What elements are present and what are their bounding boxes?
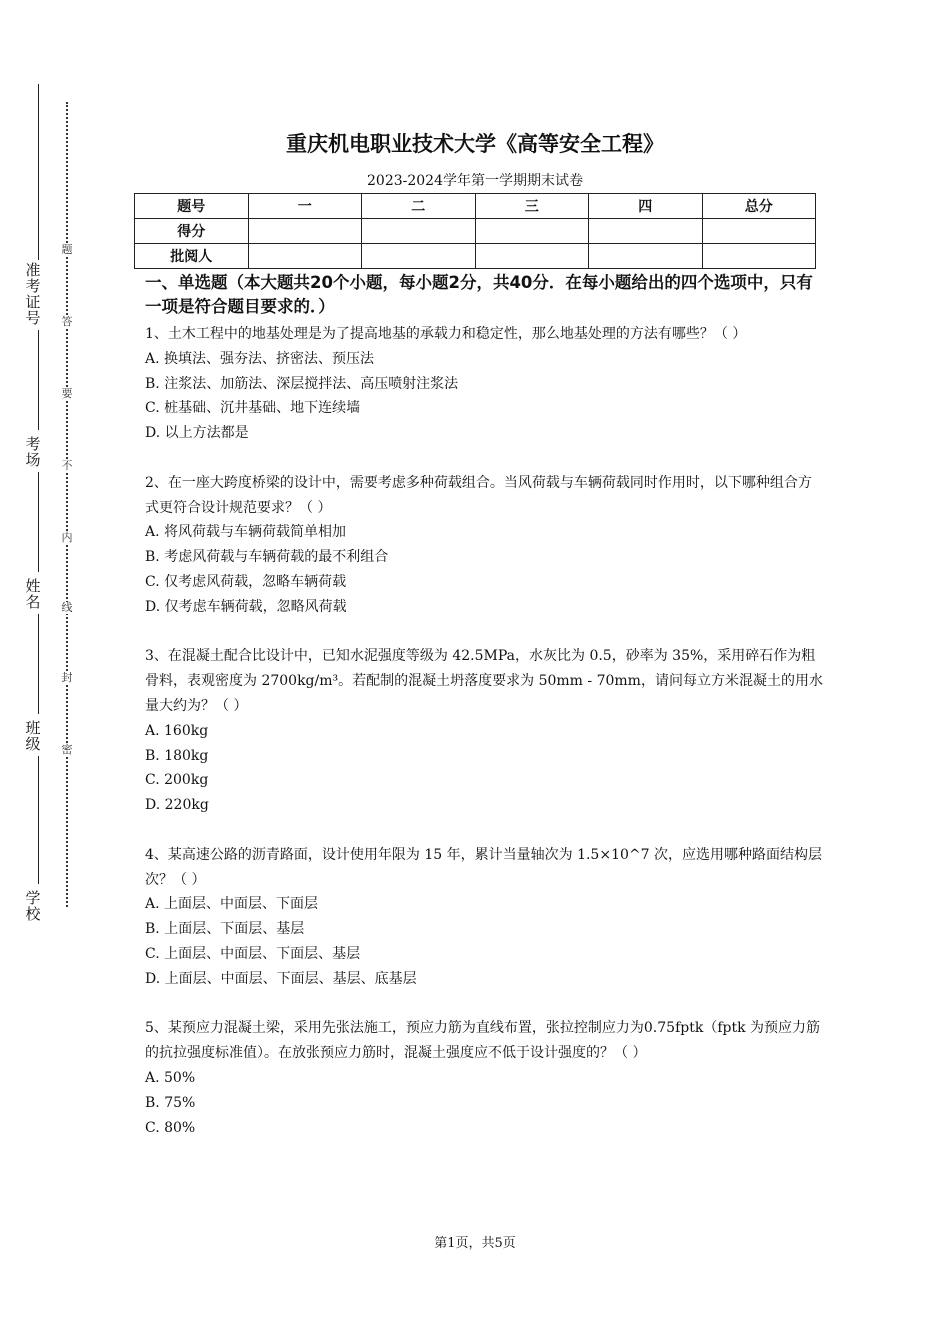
seal-char: 题 [59,244,75,256]
score-table-header [135,194,816,219]
option-b[interactable]: B. 上面层、下面层、基层 [145,921,305,938]
option-d[interactable]: D. 以上方法都是 [145,425,249,442]
field-exam-room: 考 场 [25,435,41,469]
seal-line [66,102,68,907]
question-3 [145,644,825,818]
margin-line [38,614,39,714]
option-d[interactable]: D. 220kg [145,797,209,814]
reviewer-cell[interactable] [248,244,362,269]
option-a[interactable]: A. 160kg [145,722,209,739]
question-stem: 1、土木工程中的地基处理是为了提高地基的承载力和稳定性，那么地基处理的方法有哪些？（ ） [145,326,747,342]
table-header-cell: 总分 [702,194,816,219]
score-cell[interactable] [475,219,589,244]
reviewer-cell[interactable] [589,244,703,269]
option-a[interactable]: A. 将风荷载与车辆荷载简单相加 [145,524,347,541]
margin-line [38,756,39,884]
seal-char: 不 [59,460,75,472]
margin-line [38,330,39,430]
spacer [145,992,825,1017]
option-c[interactable]: C. 200kg [145,772,209,789]
question-5 [145,1016,825,1140]
seal-char: 密 [59,744,75,756]
field-exam-id: 准 考 证 号 [25,261,41,327]
seal-char: 内 [59,532,75,544]
option-b[interactable]: B. 考虑风荷载与车辆荷载的最不利组合 [145,549,389,566]
score-table [134,193,816,269]
table-row [135,244,816,269]
margin-line [38,472,39,572]
row-label-reviewer: 批阅人 [135,244,249,269]
option-b[interactable]: B. 180kg [145,747,209,764]
table-header-cell: 题号 [135,194,249,219]
table-header-cell: 四 [589,194,703,219]
score-cell[interactable] [702,219,816,244]
seal-char: 答 [59,316,75,328]
row-label-score: 得分 [135,219,249,244]
table-row [135,219,816,244]
question-4 [145,843,825,992]
field-school: 学 校 [25,889,41,923]
section-heading: 一、单选题（本大题共20个小题，每小题2分，共40分．在每小题给出的四个选项中，只有一项是符合题目要求的．） [145,273,813,316]
question-stem: 5、某预应力混凝土梁，采用先张法施工，预应力筋为直线布置，张拉控制应力为0.75fptk（fptk 为预应力筋的抗拉强度标准值）。在放张预应力筋时，混凝土强度应不低于设计强度的？（ ） [145,1020,821,1062]
spacer [145,446,825,471]
question-stem: 4、某高速公路的沥青路面，设计使用年限为 15 年，累计当量轴次为 1.5×10^7 次，应选用哪种路面结构层次？（ ） [145,846,822,888]
option-a[interactable]: A. 50% [145,1069,196,1086]
question-stem: 3、在混凝土配合比设计中，已知水泥强度等级为 42.5MPa，水灰比为 0.5，砂率为 35%，采用碎石作为粗骨料，表观密度为 2700kg/m³。若配制的混凝土坍落度要求为 50mm - 70mm，请问每立方米混凝土的用水量大约为？（ ） [145,648,823,714]
option-c[interactable]: C. 上面层、中面层、下面层、基层 [145,945,361,962]
question-list [145,322,825,1140]
option-d[interactable]: D. 仅考虑车辆荷载，忽略风荷载 [145,598,347,615]
spacer [145,620,825,645]
reviewer-cell[interactable] [362,244,476,269]
option-d[interactable]: D. 上面层、中面层、下面层、基层、底基层 [145,970,417,987]
exam-subtitle: 2023-2024学年第一学期期末试卷 [367,173,583,189]
page-title: 重庆机电职业技术大学《高等安全工程》 [286,132,664,156]
option-b[interactable]: B. 75% [145,1094,196,1111]
option-c[interactable]: C. 桩基础、沉井基础、地下连续墙 [145,400,361,417]
option-b[interactable]: B. 注浆法、加筋法、深层搅拌法、高压喷射注浆法 [145,375,459,392]
reviewer-cell[interactable] [475,244,589,269]
field-name: 姓 名 [25,577,41,611]
table-header-cell: 三 [475,194,589,219]
seal-char: 要 [59,388,75,400]
field-class: 班 级 [25,719,41,753]
option-a[interactable]: A. 换填法、强夯法、挤密法、预压法 [145,350,375,367]
question-2 [145,471,825,620]
table-header-cell: 一 [248,194,362,219]
score-cell[interactable] [362,219,476,244]
seal-char: 线 [59,602,75,614]
spacer [145,818,825,843]
seal-char: 封 [59,672,75,684]
option-a[interactable]: A. 上面层、中面层、下面层 [145,896,319,913]
page-footer: 第1页，共5页 [434,1236,516,1251]
score-cell[interactable] [589,219,703,244]
question-stem: 2、在一座大跨度桥梁的设计中，需要考虑多种荷载组合。当风荷载与车辆荷载同时作用时，以下哪种组合方式更符合设计规范要求？（ ） [145,474,812,516]
option-c[interactable]: C. 仅考虑风荷载，忽略车辆荷载 [145,573,347,590]
option-c[interactable]: C. 80% [145,1119,196,1136]
question-1 [145,322,825,446]
score-cell[interactable] [248,219,362,244]
reviewer-cell[interactable] [702,244,816,269]
table-header-cell: 二 [362,194,476,219]
